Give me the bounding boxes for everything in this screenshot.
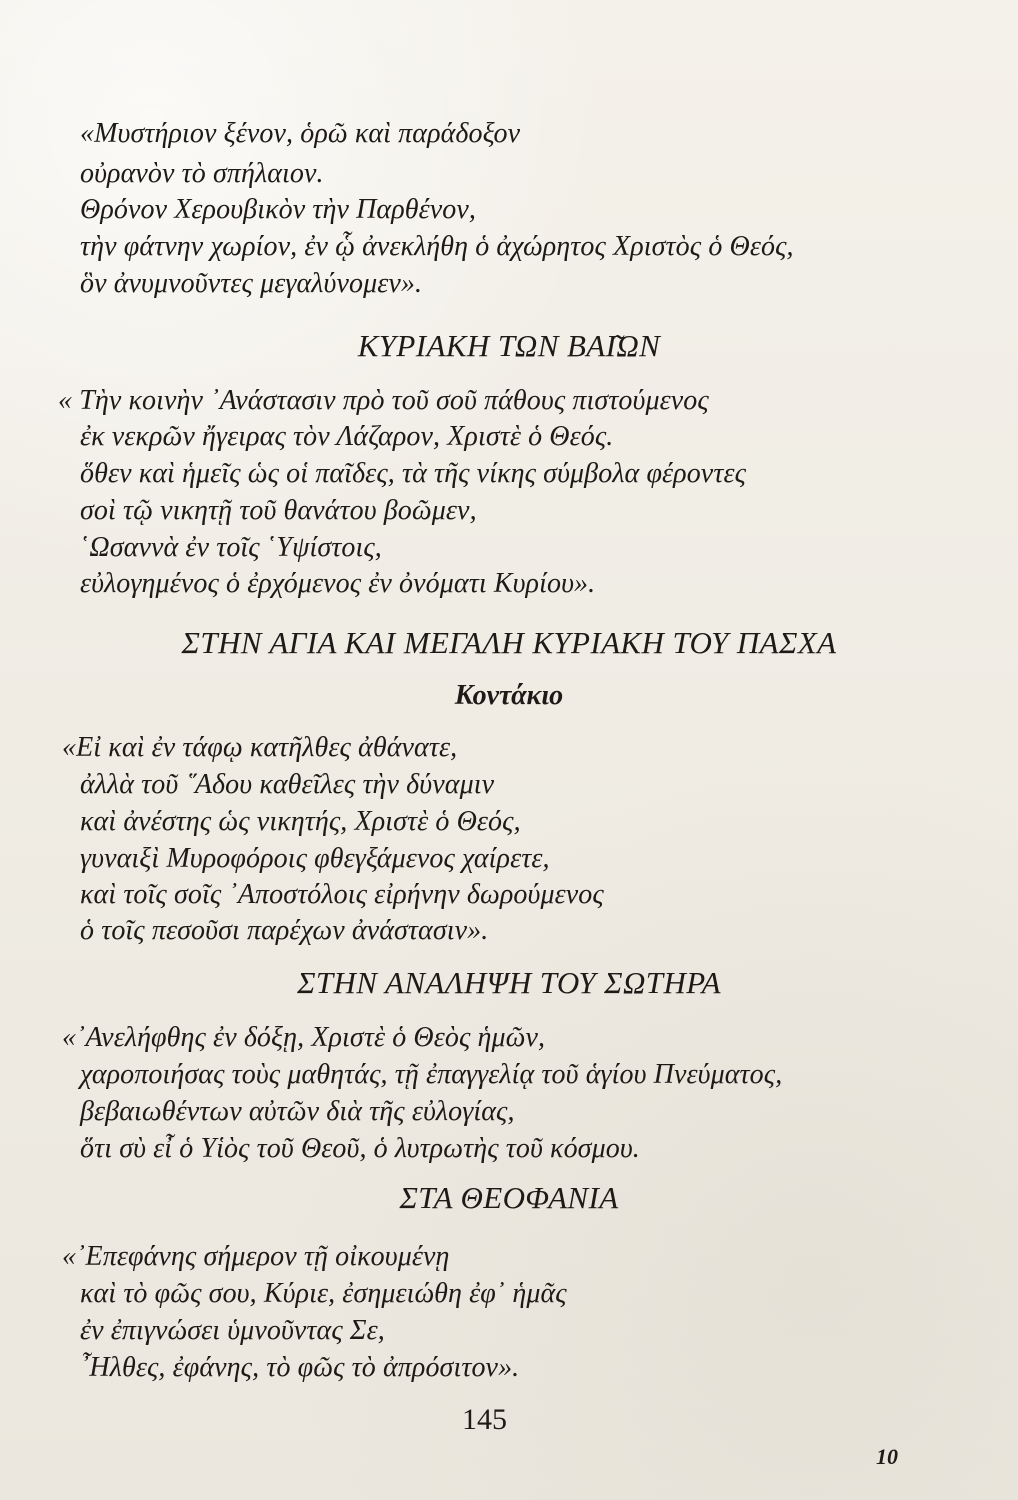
hymn-line: «Εἰ καὶ ἐν τάφῳ κατῆλθες ἀθάνατε, <box>62 732 458 763</box>
hymn-line: ὅτι σὺ εἶ ὁ Υἱὸς τοῦ Θεοῦ, ὁ λυτρωτὴς τοῦ κόσμου. <box>80 1133 640 1164</box>
hymn-line: ὁ τοῖς πεσοῦσι παρέχων ἀνάστασιν». <box>80 915 489 946</box>
hymn-line: «᾿Ανελήφθης ἐν δόξῃ, Χριστὲ ὁ Θεὸς ἡμῶν, <box>62 1022 546 1053</box>
hymn-line: « Τὴν κοινὴν ᾿Ανάστασιν πρὸ τοῦ σοῦ πάθους πιστούμενος <box>58 385 709 416</box>
hymn-line: ἐκ νεκρῶν ἤγειρας τὸν Λάζαρον, Χριστὲ ὁ Θεός. <box>80 421 614 452</box>
section-title: ΣΤΗΝ ΑΝΑΛΗΨΗ ΤΟΥ ΣΩΤΗΡΑ <box>297 965 721 1000</box>
hymn-line: γυναιξὶ Μυροφόροις φθεγξάμενος χαίρετε, <box>80 843 550 874</box>
hymn-line: ἀλλὰ τοῦ ῞Αδου καθεῖλες τὴν δύναμιν <box>80 769 495 800</box>
section-title: ΚΥΡΙΑΚΗ ΤΩΝ ΒΑΙ͂ΩΝ <box>357 328 661 363</box>
hymn-line: καὶ τὸ φῶς σου, Κύριε, ἐσημειώθη ἐφ᾿ ἡμᾶς <box>80 1278 567 1309</box>
page-number: 145 <box>462 1403 507 1436</box>
hymn-line: οὐρανὸν τὸ σπήλαιον. <box>80 158 324 189</box>
hymn-line: εὐλογημένος ὁ ἐρχόμενος ἐν ὀνόματι Κυρίου». <box>80 568 596 599</box>
hymn-line: τὴν φάτνην χωρίον, ἐν ᾧ ἀνεκλήθη ὁ ἀχώρητος Χριστὸς ὁ Θεός, <box>80 231 794 262</box>
hymn-line: καὶ τοῖς σοῖς ᾿Αποστόλοις εἰρήνην δωρούμενος <box>80 879 604 910</box>
hymn-line: ὅθεν καὶ ἡμεῖς ὡς οἱ παῖδες, τὰ τῆς νίκης σύμβολα φέροντες <box>80 458 747 489</box>
hymn-line: ῾Ωσαννὰ ἐν τοῖς ῾Υψίστοις, <box>80 532 382 563</box>
hymn-line: Θρόνον Χερουβικὸν τὴν Παρθένον, <box>80 194 476 225</box>
signature-mark: 10 <box>876 1444 898 1469</box>
hymn-line: «᾿Επεφάνης σήμερον τῇ οἰκουμένῃ <box>62 1241 450 1272</box>
hymn-line: ῏Ηλθες, ἐφάνης, τὸ φῶς τὸ ἀπρόσιτον». <box>80 1352 520 1383</box>
hymn-line: ὃν ἀνυμνοῦντες μεγαλύνομεν». <box>80 268 423 299</box>
hymn-line: σοὶ τῷ νικητῇ τοῦ θανάτου βοῶμεν, <box>80 495 477 526</box>
hymn-line: καὶ ἀνέστης ὡς νικητής, Χριστὲ ὁ Θεός, <box>80 806 521 837</box>
hymn-line: χαροποιήσας τοὺς μαθητάς, τῇ ἐπαγγελίᾳ τοῦ ἁγίου Πνεύματος, <box>80 1059 783 1090</box>
hymn-line: ἐν ἐπιγνώσει ὑμνοῦντας Σε, <box>80 1315 385 1346</box>
hymn-line: βεβαιωθέντων αὐτῶν διὰ τῆς εὐλογίας, <box>80 1096 515 1127</box>
section-subtitle: Κοντάκιο <box>454 680 564 711</box>
section-title: ΣΤΗΝ ΑΓΙΑ ΚΑΙ ΜΕΓΑΛΗ ΚΥΡΙΑΚΗ ΤΟΥ ΠΑΣΧΑ <box>181 625 837 660</box>
hymn-line: «Μυστήριον ξένον, ὁρῶ καὶ παράδοξον <box>80 118 521 149</box>
section-title: ΣΤΑ ΘΕΟΦΑΝΙΑ <box>399 1180 619 1215</box>
